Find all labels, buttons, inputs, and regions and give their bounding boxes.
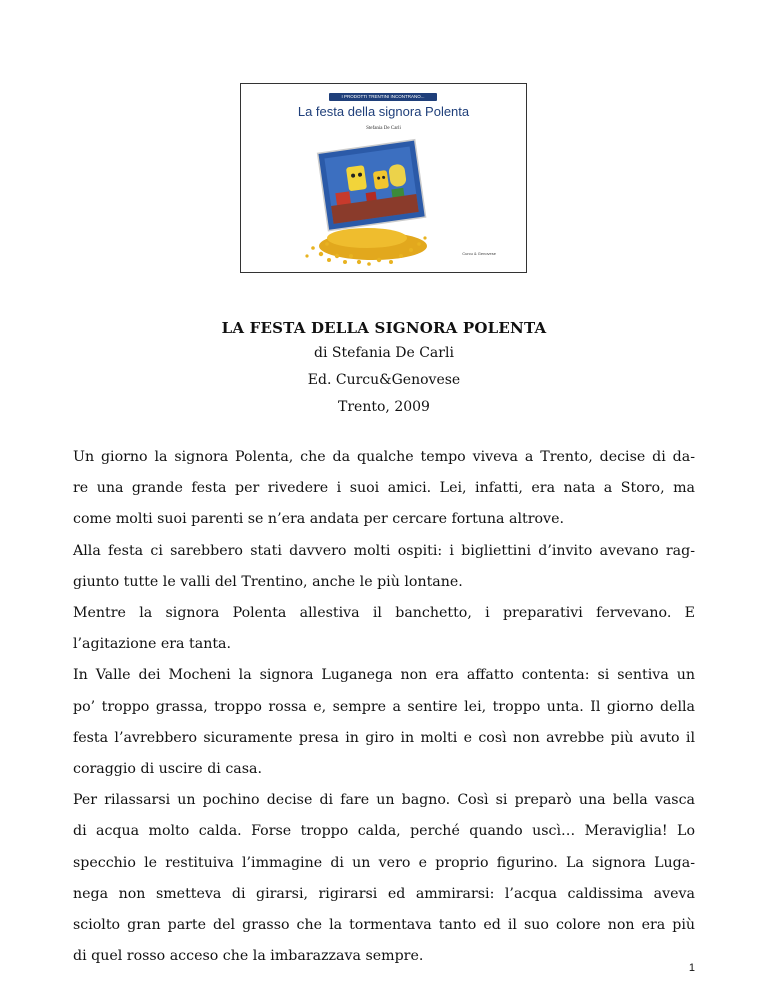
text-line: Alla festa ci sarebbero stati davvero molti ospiti: i bigliettini d’invito avevano rag- bbox=[73, 542, 695, 559]
text-line: In Valle dei Mocheni la signora Luganega non era affatto contenta: si sentiva un bbox=[73, 667, 695, 684]
cover-author: Stefania De Carli bbox=[366, 126, 401, 131]
page-number: 1 bbox=[688, 962, 695, 974]
text-line: di quel rosso acceso che la imbarazzava sempre. bbox=[73, 948, 424, 965]
place-year-line: Trento, 2009 bbox=[338, 399, 430, 415]
story-text bbox=[73, 442, 695, 972]
text-line: specchio le restituiva l’immagine di un vero e proprio figurino. La signora Luga- bbox=[73, 854, 695, 871]
text-line: coraggio di uscire di casa. bbox=[73, 761, 262, 778]
cover-series-banner: I PRODOTTI TRENTINI INCONTRANO... bbox=[329, 93, 437, 101]
text-line: nega non smetteva di girarsi, rigirarsi ed ammirarsi: l’acqua caldissima aveva bbox=[73, 885, 695, 902]
text-line: giunto tutte le valli del Trentino, anche le più lontane. bbox=[73, 573, 463, 590]
text-line: come molti suoi parenti se n’era andata per cercare fortuna altrove. bbox=[73, 511, 564, 528]
text-line: Un giorno la signora Polenta, che da qualche tempo viveva a Trento, decise di da- bbox=[73, 449, 695, 465]
author-line: di Stefania De Carli bbox=[314, 345, 454, 361]
cover-publisher: Curcu & Genovese bbox=[462, 251, 496, 256]
text-line: di acqua molto calda. Forse troppo calda, perché quando uscì… Meraviglia! Lo bbox=[73, 823, 695, 840]
text-line: l’agitazione era tanta. bbox=[73, 636, 231, 653]
cover-title: La festa della signora Polenta bbox=[297, 104, 470, 119]
text-line: sciolto gran parte del grasso che la tormentava tanto ed il suo colore non era più bbox=[73, 917, 695, 934]
book-cover-image bbox=[240, 83, 527, 273]
text-line: Mentre la signora Polenta allestiva il banchetto, i preparativi fervevano. E bbox=[73, 605, 695, 622]
text-line: festa l’avrebbero sicuramente presa in giro in molti e così non avrebbe più avuto il bbox=[73, 729, 695, 746]
text-line: po’ troppo grassa, troppo rossa e, sempre a sentire lei, troppo unta. Il giorno della bbox=[73, 698, 695, 715]
publisher-line: Ed. Curcu&Genovese bbox=[307, 372, 461, 388]
text-line: re una grande festa per rivedere i suoi amici. Lei, infatti, era nata a Storo, ma bbox=[73, 480, 695, 497]
page-title: LA FESTA DELLA SIGNORA POLENTA bbox=[221, 319, 547, 337]
text-line: Per rilassarsi un pochino decise di fare un bagno. Così si preparò una bella vasca bbox=[73, 792, 695, 809]
title-block bbox=[0, 316, 768, 421]
